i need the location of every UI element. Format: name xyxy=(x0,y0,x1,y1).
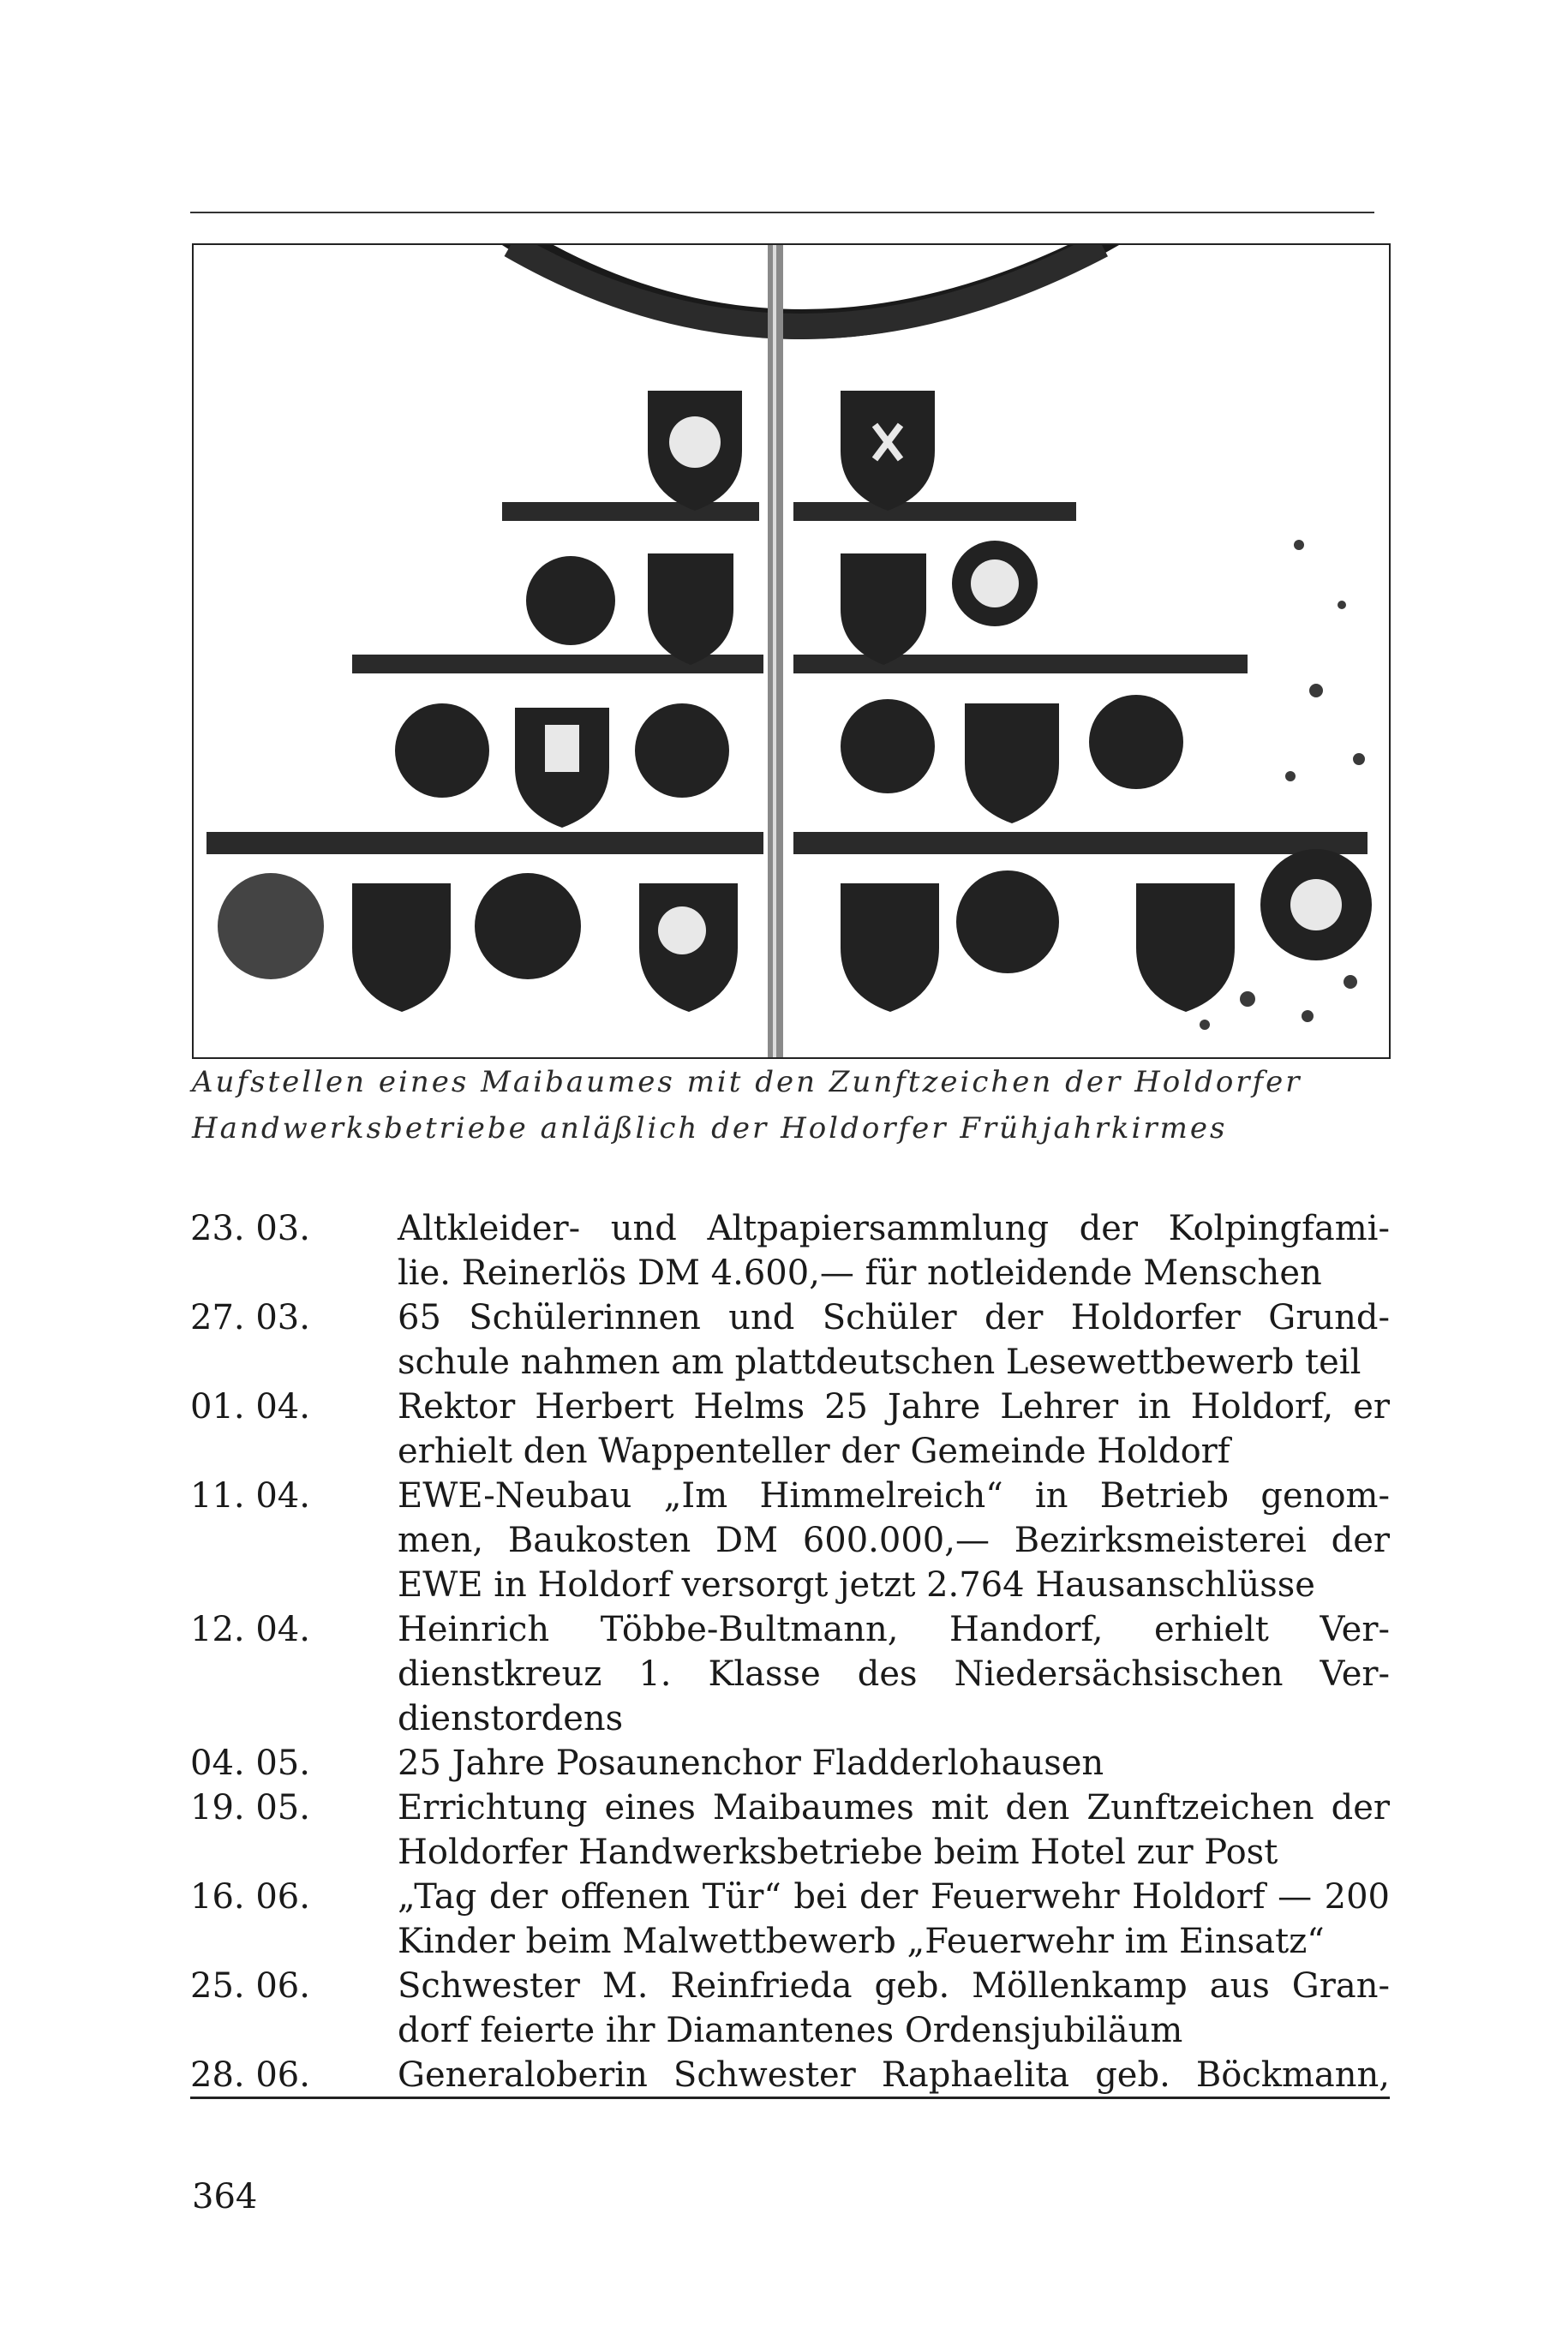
entry-text xyxy=(398,1964,1390,2053)
chronicle-entry xyxy=(190,1964,1390,2053)
maypole-photo xyxy=(192,243,1391,1059)
entry-line: Altkleider- und Altpapiersammlung der Kolpingfami- xyxy=(398,1209,1390,1248)
chronicle-entry xyxy=(190,1607,1390,1741)
bottom-rule xyxy=(190,2097,1390,2099)
top-rule xyxy=(190,212,1374,213)
chronicle-entry xyxy=(190,1786,1390,1875)
entry-text xyxy=(398,2053,1390,2097)
chronicle-entry xyxy=(190,1875,1390,1964)
entry-text xyxy=(398,1295,1390,1385)
chronicle-entry xyxy=(190,1206,1390,1295)
chronicle-entry xyxy=(190,1295,1390,1385)
entry-line: 25 Jahre Posaunenchor Fladderlohausen xyxy=(398,1744,1104,1783)
chronicle-entry xyxy=(190,1741,1390,1786)
entry-line: 65 Schülerinnen und Schüler der Holdorfer Grund- xyxy=(398,1298,1390,1337)
entry-date: 04. 05. xyxy=(190,1744,310,1783)
entry-line: Rektor Herbert Helms 25 Jahre Lehrer in Holdorf, er xyxy=(398,1387,1390,1427)
entry-date: 12. 04. xyxy=(190,1610,310,1649)
entry-date: 16. 06. xyxy=(190,1877,310,1917)
chronicle-entry xyxy=(190,2053,1390,2097)
entry-text xyxy=(398,1786,1390,1875)
entry-date: 28. 06. xyxy=(190,2055,310,2095)
entry-text xyxy=(398,1474,1390,1607)
entry-date: 23. 03. xyxy=(190,1209,310,1248)
entry-line: dienstkreuz 1. Klasse des Niedersächsischen Ver- xyxy=(398,1654,1390,1694)
chronicle-entry xyxy=(190,1385,1390,1474)
caption-line: Handwerksbetriebe anläßlich der Holdorfer Frühjahrkirmes xyxy=(192,1111,1228,1146)
entry-line: erhielt den Wappenteller der Gemeinde Holdorf xyxy=(398,1432,1230,1471)
entry-line: dorf feierte ihr Diamantenes Ordensjubiläum xyxy=(398,2011,1183,2050)
photo-caption xyxy=(192,1059,1409,1152)
caption-line: Aufstellen eines Maibaumes mit den Zunftzeichen der Holdorfer xyxy=(192,1065,1302,1099)
entry-line: Errichtung eines Maibaumes mit den Zunftzeichen der xyxy=(398,1788,1390,1828)
entry-date: 01. 04. xyxy=(190,1387,310,1427)
entry-line: EWE in Holdorf versorgt jetzt 2.764 Hausanschlüsse xyxy=(398,1565,1315,1605)
entry-text xyxy=(398,1741,1390,1786)
entry-line: Holdorfer Handwerksbetriebe beim Hotel zur Post xyxy=(398,1833,1278,1872)
entry-date: 25. 06. xyxy=(190,1966,310,2006)
entry-line: Heinrich Többe-Bultmann, Handorf, erhielt Ver- xyxy=(398,1610,1390,1649)
entry-date: 27. 03. xyxy=(190,1298,310,1337)
chronicle-entries xyxy=(190,1206,1390,2097)
entry-text xyxy=(398,1385,1390,1474)
entry-line: Generaloberin Schwester Raphaelita geb. Böckmann, xyxy=(398,2055,1390,2095)
entry-line: men, Baukosten DM 600.000,— Bezirksmeisterei der xyxy=(398,1521,1390,1560)
page-number: 364 xyxy=(192,2177,258,2216)
entry-text xyxy=(398,1206,1390,1295)
entry-line: „Tag der offenen Tür“ bei der Feuerwehr Holdorf — 200 xyxy=(398,1877,1390,1917)
entry-line: Schwester M. Reinfrieda geb. Möllenkamp aus Gran- xyxy=(398,1966,1390,2006)
entry-line: lie. Reinerlös DM 4.600,— für notleidende Menschen xyxy=(398,1253,1322,1293)
entry-line: dienstordens xyxy=(398,1699,624,1738)
entry-line: Kinder beim Malwettbewerb „Feuerwehr im Einsatz“ xyxy=(398,1922,1325,1961)
entry-text xyxy=(398,1607,1390,1741)
entry-date: 19. 05. xyxy=(190,1788,310,1828)
entry-date: 11. 04. xyxy=(190,1476,310,1516)
chronicle-entry xyxy=(190,1474,1390,1607)
entry-text xyxy=(398,1875,1390,1964)
maypole-photo-illustration xyxy=(194,245,1389,1057)
entry-line: EWE-Neubau „Im Himmelreich“ in Betrieb genom- xyxy=(398,1476,1390,1516)
entry-line: schule nahmen am plattdeutschen Lesewettbewerb teil xyxy=(398,1343,1362,1382)
